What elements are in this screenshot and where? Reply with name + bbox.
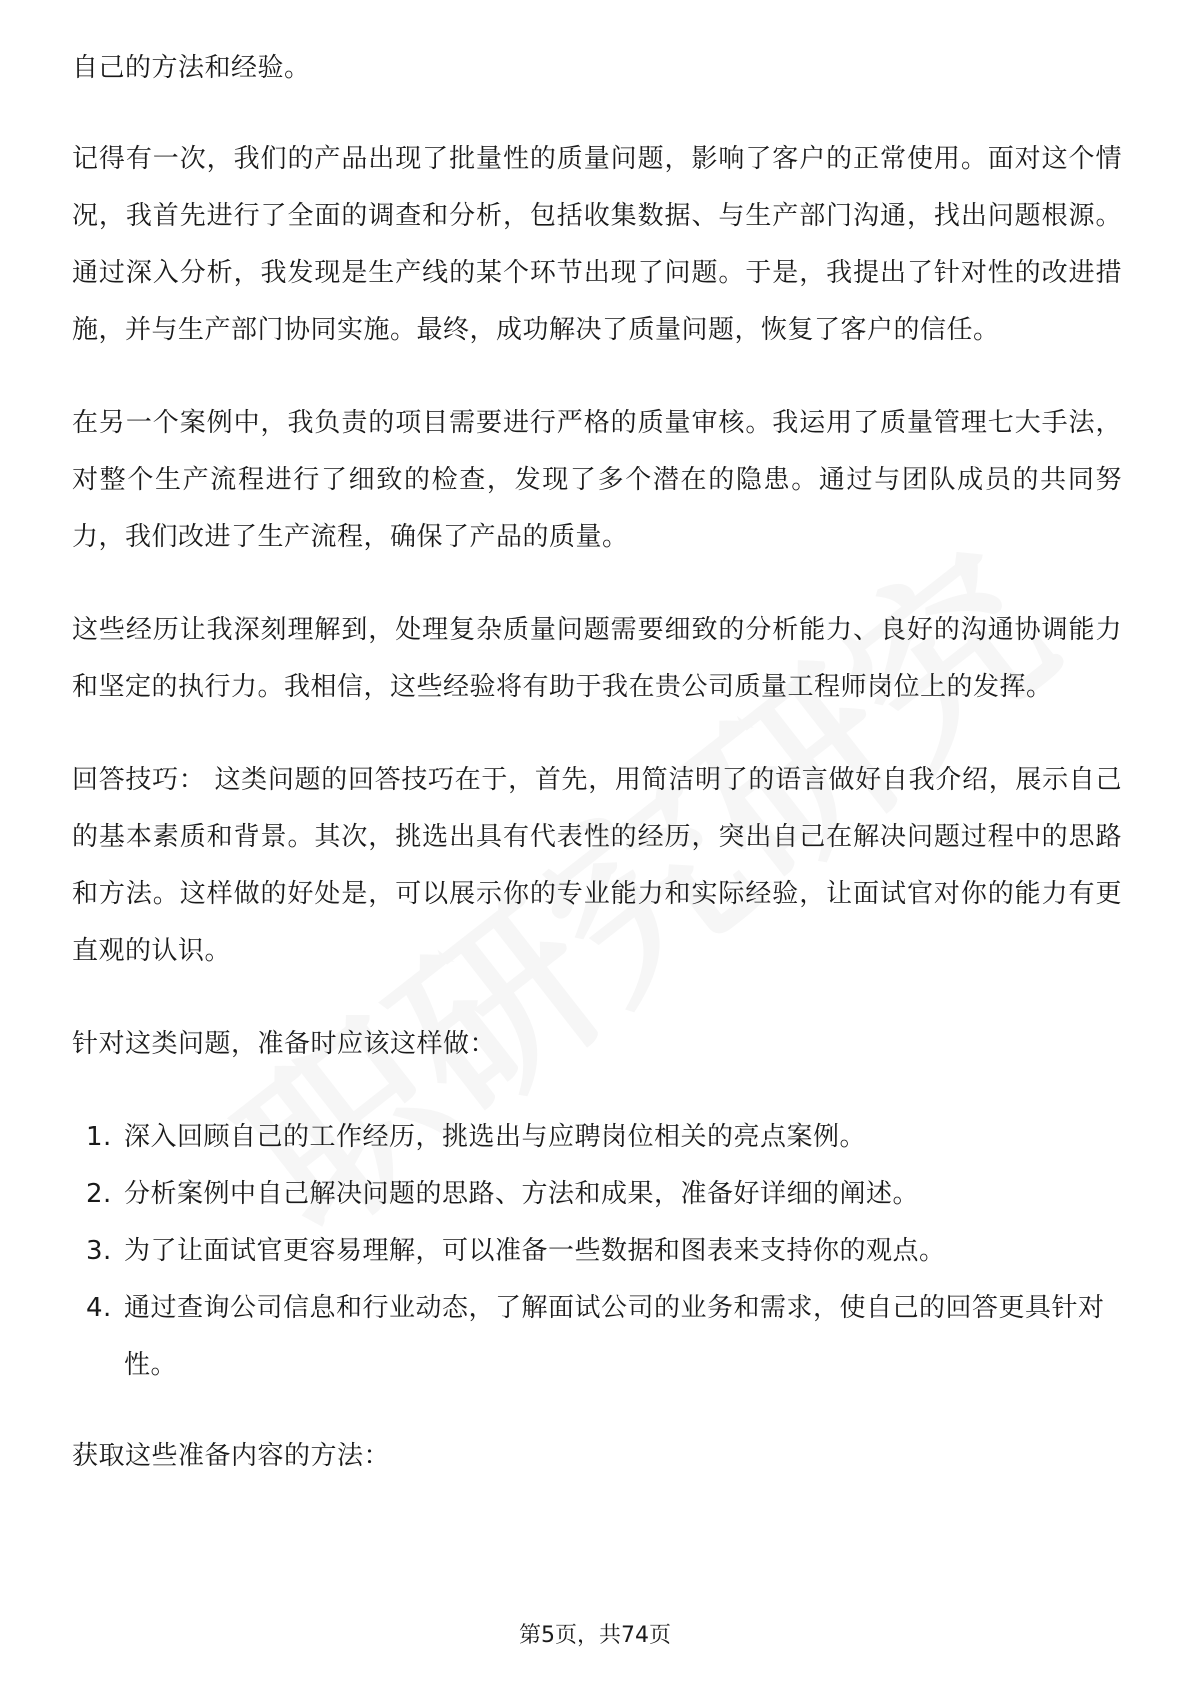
list-text: 为了让面试官更容易理解，可以准备一些数据和图表来支持你的观点。 — [124, 1236, 946, 1266]
list-text: 通过查询公司信息和行业动态，了解面试公司的业务和需求，使自己的回答更具针对性。 — [124, 1293, 1105, 1380]
list-item — [72, 1223, 1122, 1280]
list-text: 深入回顾自己的工作经历，挑选出与应聘岗位相关的亮点案例。 — [124, 1122, 867, 1152]
paragraph-case-two: 在另一个案例中，我负责的项目需要进行严格的质量审核。我运用了质量管理七大手法，对整个生产流程进行了细致的检查，发现了多个潜在的隐患。通过与团队成员的共同努力，我们改进了生产流程，确保了产品的质量。 — [72, 408, 1122, 552]
list-item — [72, 1166, 1122, 1223]
list-item — [72, 1109, 1122, 1166]
list-item — [72, 1280, 1122, 1394]
list-number: 3. — [86, 1236, 112, 1266]
list-text: 分析案例中自己解决问题的思路、方法和成果，准备好详细的阐述。 — [124, 1179, 920, 1209]
paragraph-intro-tail: 自己的方法和经验。 — [72, 53, 311, 83]
list-number: 2. — [86, 1179, 112, 1209]
page-content — [72, 40, 1122, 1521]
paragraph-prep-heading: 针对这类问题，准备时应该这样做： — [72, 1029, 497, 1059]
list-number: 4. — [86, 1293, 112, 1323]
paragraph-case-one: 记得有一次，我们的产品出现了批量性的质量问题，影响了客户的正常使用。面对这个情况，我首先进行了全面的调查和分析，包括收集数据、与生产部门沟通，找出问题根源。通过深入分析，我发现是生产线的某个环节出现了问题。于是，我提出了针对性的改进措施，并与生产部门协同实施。最终，成功解决了质量问题，恢复了客户的信任。 — [72, 144, 1122, 345]
prep-steps-list — [72, 1109, 1122, 1394]
paragraph-reflection: 这些经历让我深刻理解到，处理复杂质量问题需要细致的分析能力、良好的沟通协调能力和坚定的执行力。我相信，这些经验将有助于我在贵公司质量工程师岗位上的发挥。 — [72, 615, 1122, 702]
list-number: 1. — [86, 1122, 112, 1152]
paragraph-answer-tips: 回答技巧： 这类问题的回答技巧在于，首先，用简洁明了的语言做好自我介绍，展示自己的基本素质和背景。其次，挑选出具有代表性的经历，突出自己在解决问题过程中的思路和方法。这样做的好处是，可以展示你的专业能力和实际经验，让面试官对你的能力有更直观的认识。 — [72, 765, 1122, 966]
page-number-footer: 第5页，共74页 — [519, 1623, 671, 1648]
paragraph-closing: 获取这些准备内容的方法： — [72, 1441, 391, 1471]
